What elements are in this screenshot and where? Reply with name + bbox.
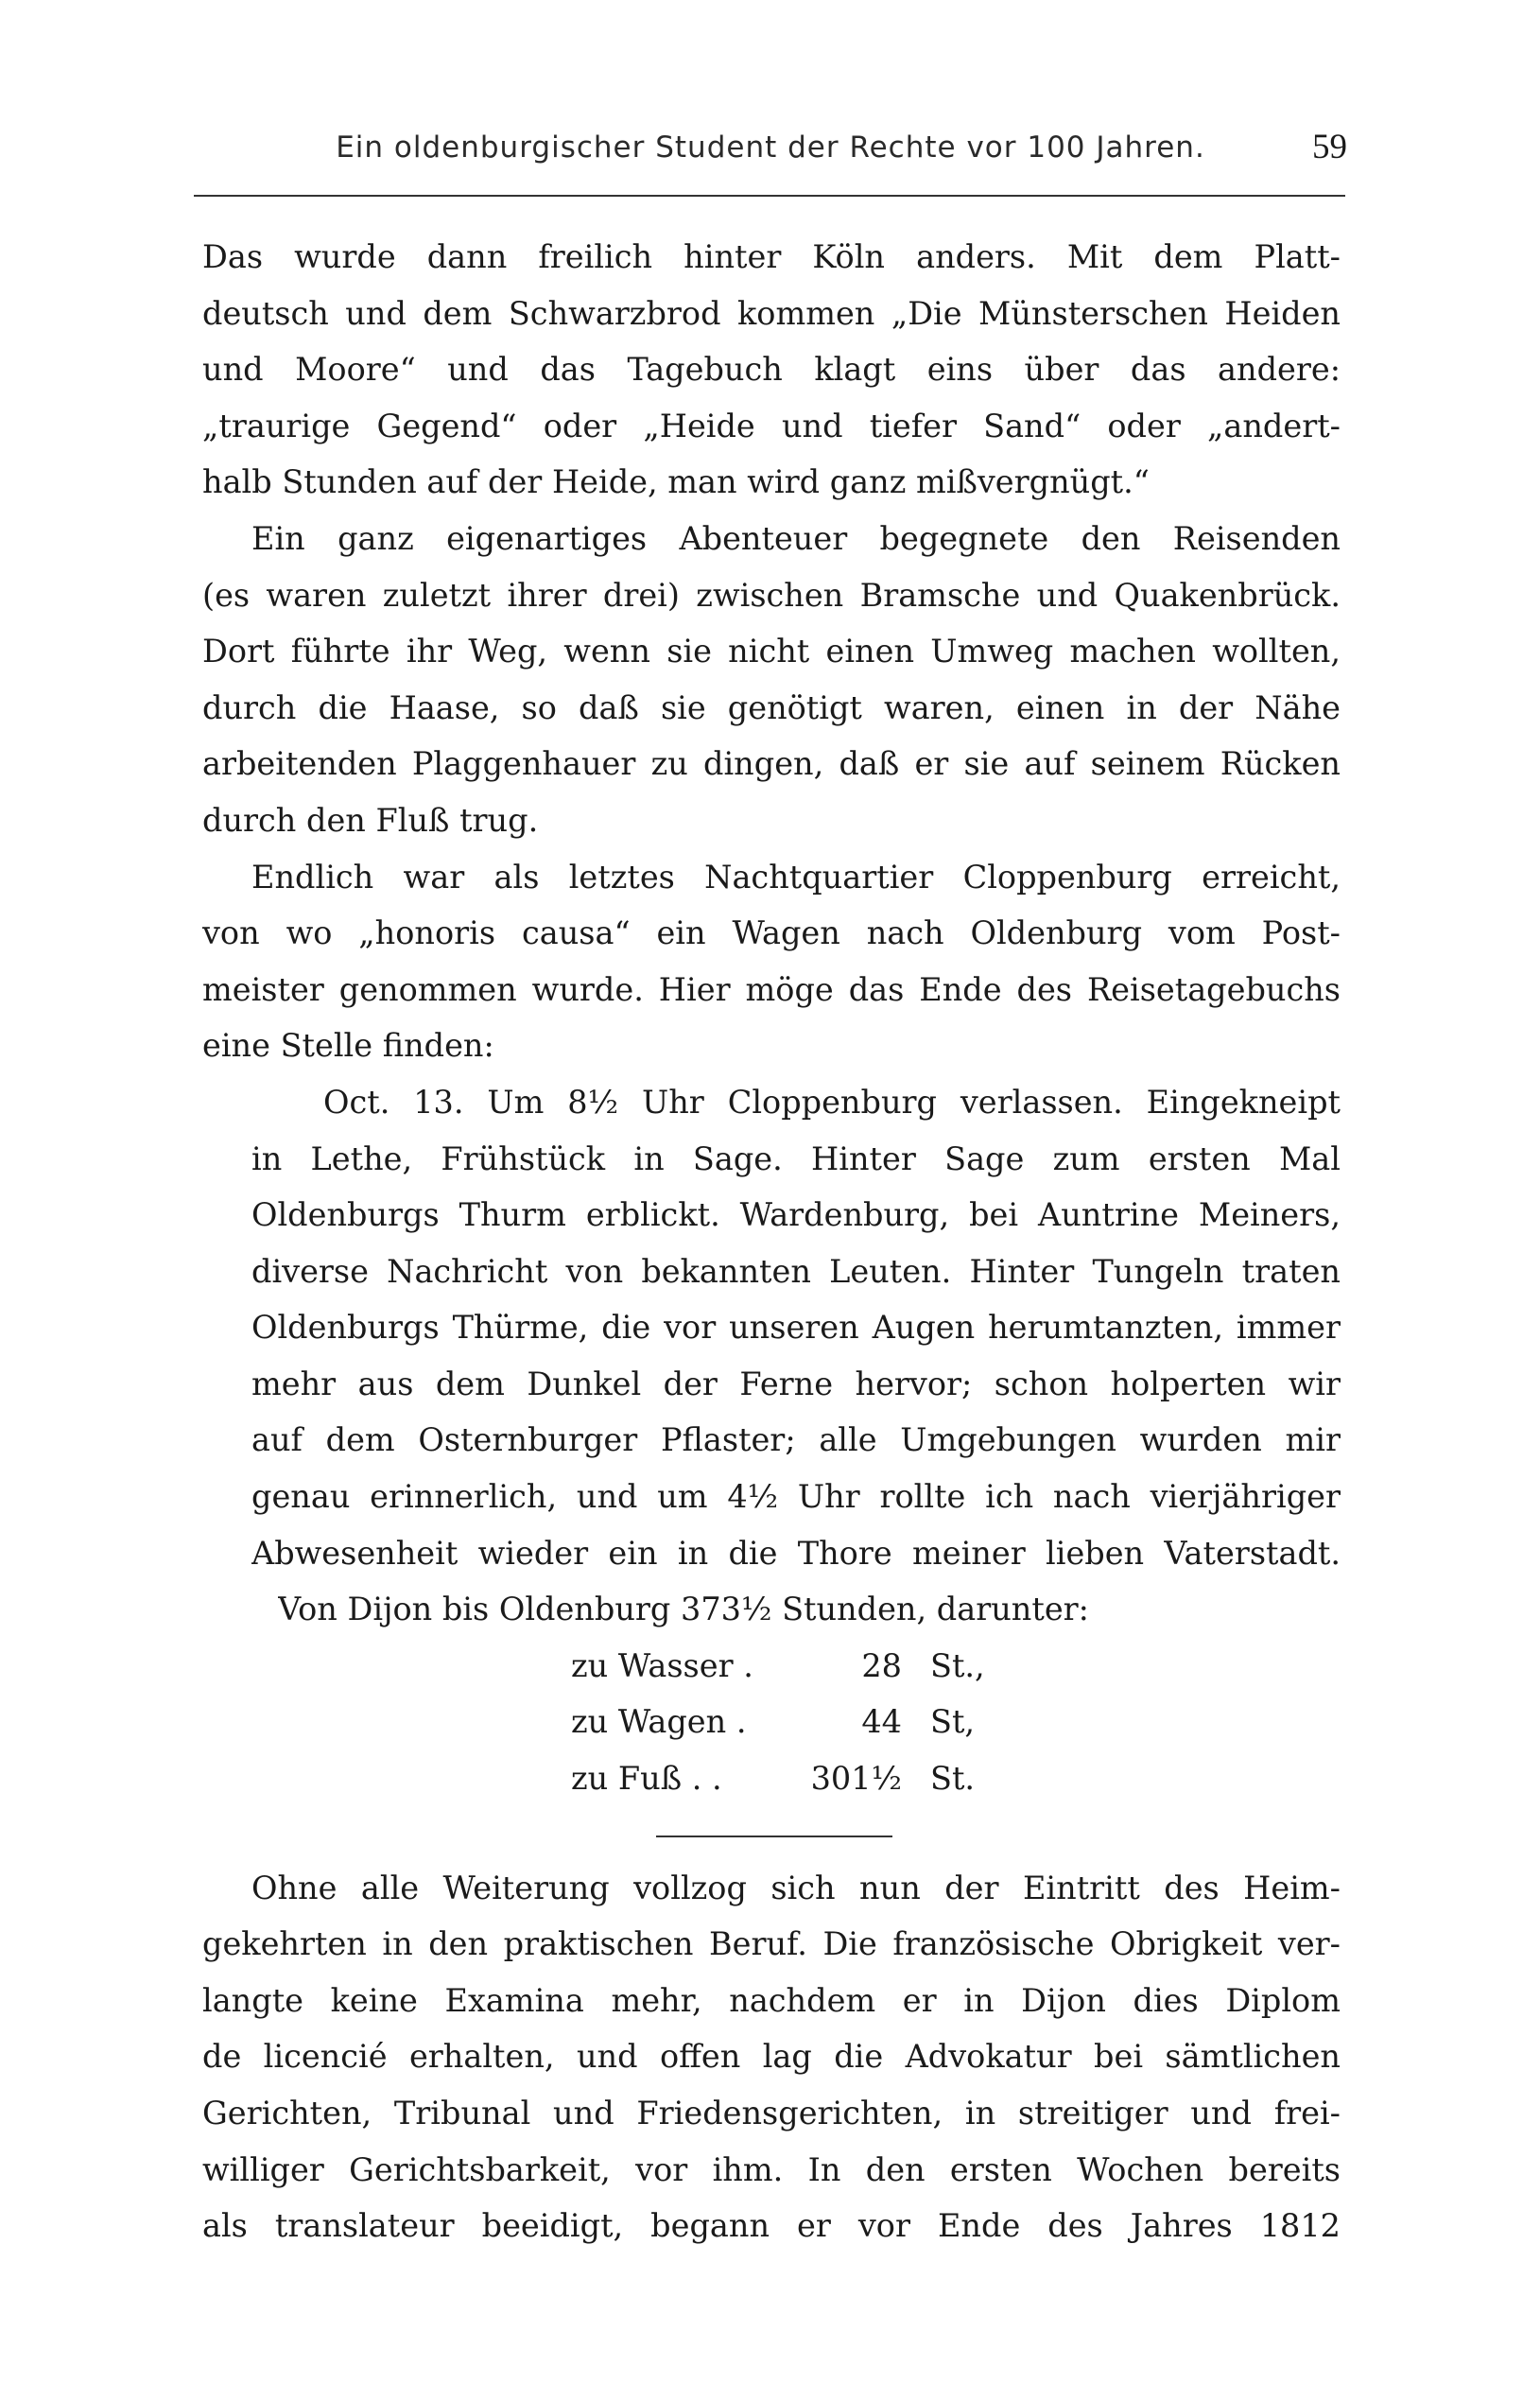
text-line: als translateur beeidigt, begann er vor Ende des Jahres 1812: [202, 2207, 1341, 2245]
text-line: Gerichten, Tribunal und Friedensgerichten, in streitiger und frei-: [202, 2095, 1341, 2131]
travel-mode: zu Wagen .: [571, 1703, 747, 1741]
travel-amount: 28: [861, 1646, 902, 1684]
text-line: langte keine Examina mehr, nachdem er in Dijon dies Diplom: [202, 1981, 1341, 2019]
diary-line: genau erinnerlich, und um 4½ Uhr rollte ich nach vierjähriger: [251, 1478, 1341, 1516]
travel-amount: 44: [861, 1703, 902, 1741]
text-line: Endlich war als letztes Nachtquartier Cloppenburg erreicht,: [251, 858, 1341, 896]
diary-line: auf dem Osternburger Pflaster; alle Umgebungen wurden mir: [251, 1421, 1341, 1459]
distance-row: [571, 1750, 1341, 1807]
travel-mode: zu Fuß . .: [571, 1760, 722, 1798]
travel-unit: St.,: [930, 1646, 985, 1684]
header-rule: [194, 195, 1345, 197]
distance-row: [571, 1694, 1341, 1750]
text-line: und Moore“ und das Tagebuch klagt eins über das andere:: [202, 351, 1341, 389]
travel-amount: 301½: [810, 1760, 902, 1798]
diary-line: diverse Nachricht von bekannten Leuten. Hinter Tungeln traten: [251, 1252, 1341, 1290]
text-line: Das wurde dann freilich hinter Köln anders. Mit dem Platt-: [202, 238, 1341, 275]
text-line: gekehrten in den praktischen Beruf. Die französische Obrigkeit ver-: [202, 1925, 1341, 1963]
diary-line: Oct. 13. Um 8½ Uhr Cloppenburg verlassen. Eingekneipt: [323, 1083, 1341, 1121]
diary-line: Abwesenheit wieder ein in die Thore meiner lieben Vaterstadt.: [251, 1534, 1341, 1572]
text-line: durch die Haase, so daß sie genötigt waren, einen in der Nähe: [202, 688, 1341, 726]
text-line: deutsch und dem Schwarzbrod kommen „Die Münsterschen Heiden: [202, 294, 1341, 332]
travel-unit: St,: [930, 1703, 976, 1741]
text-line: williger Gerichtsbarkeit, vor ihm. In den ersten Wochen bereits: [202, 2150, 1341, 2188]
diary-line: in Lethe, Frühstück in Sage. Hinter Sage zum ersten Mal: [251, 1140, 1341, 1177]
text-line: de licencié erhalten, und offen lag die Advokatur bei sämtlichen: [202, 2038, 1341, 2076]
diary-line: Oldenburgs Thürme, die vor unseren Augen herumtanzten, immer: [251, 1309, 1341, 1347]
travel-mode: zu Wasser .: [571, 1646, 753, 1684]
distance-row: [571, 1638, 1341, 1695]
page-number: 59: [1312, 128, 1347, 166]
diary-line: Oldenburgs Thurm erblickt. Wardenburg, bei Auntrine Meiners,: [251, 1196, 1341, 1234]
text-line: „traurige Gegend“ oder „Heide und tiefer Sand“ oder „andert-: [202, 407, 1341, 444]
text-line: halb Stunden auf der Heide, man wird ganz mißvergnügt.“: [202, 463, 1150, 501]
text-line: (es waren zuletzt ihrer drei) zwischen Bramsche und Quakenbrück.: [202, 576, 1341, 614]
travel-unit: St.: [930, 1760, 976, 1798]
distance-summary: Von Dijon bis Oldenburg 373½ Stunden, darunter:: [278, 1591, 1089, 1628]
text-line: Ein ganz eigenartiges Abenteuer begegnete den Reisenden: [251, 519, 1341, 557]
text-line: durch den Fluß trug.: [202, 801, 539, 839]
text-line: arbeitenden Plaggenhauer zu dingen, daß er sie auf seinem Rücken: [202, 745, 1341, 783]
text-line: Dort führte ihr Weg, wenn sie nicht einen Umweg machen wollten,: [202, 633, 1341, 670]
running-title: Ein oldenburgischer Student der Rechte vor 100 Jahren.: [336, 130, 1205, 165]
text-line: Ohne alle Weiterung vollzog sich nun der Eintritt des Heim-: [251, 1869, 1341, 1906]
text-body: [202, 229, 1341, 2254]
section-divider: [656, 1836, 892, 1837]
text-line: eine Stelle finden:: [202, 1027, 494, 1065]
text-line: von wo „honoris causa“ ein Wagen nach Oldenburg vom Post-: [202, 914, 1341, 952]
text-line: meister genommen wurde. Hier möge das Ende des Reisetagebuchs: [202, 970, 1341, 1008]
diary-line: mehr aus dem Dunkel der Ferne hervor; schon holperten wir: [251, 1365, 1341, 1402]
